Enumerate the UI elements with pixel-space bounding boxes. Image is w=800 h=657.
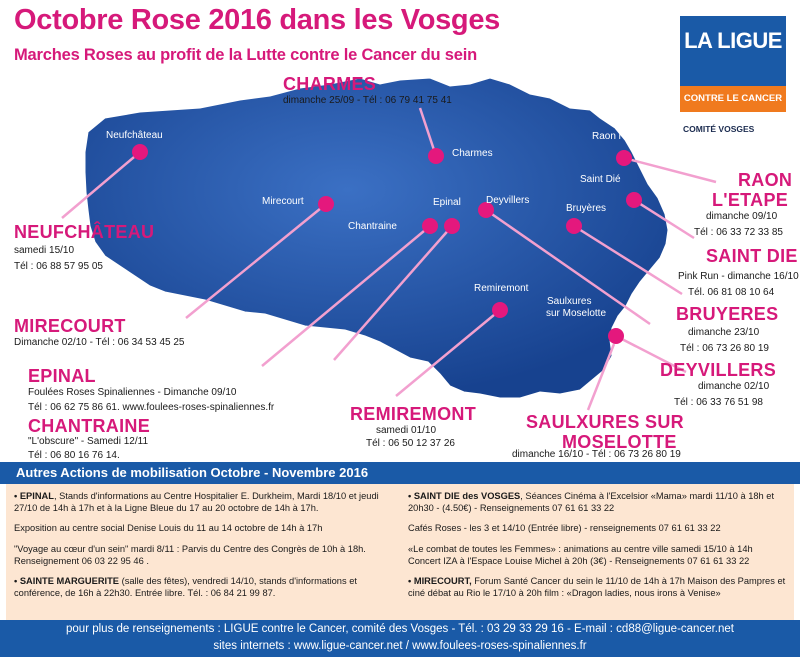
action-item [14,575,390,599]
event-bruyeres-info-2: Tél : 06 73 26 80 19 [680,343,769,354]
page-title: Octobre Rose 2016 dans les Vosges [14,4,501,36]
event-deyvillers-name: DEYVILLERS [660,360,777,380]
action-item [408,543,786,567]
marker-remiremont [492,302,508,318]
event-epinal-info-1: Foulées Roses Spinaliennes - Dimanche 09/10 [28,387,237,398]
footer-websites: sites internets : www.ligue-cancer.net / www.foulees-roses-spinaliennes.fr [213,640,587,652]
town-label-chantraine: Chantraine [348,221,397,232]
town-label-neufchateau: Neufchâteau [106,130,163,141]
page-subtitle: Marches Roses au profit de la Lutte contre le Cancer du sein [14,46,477,64]
event-remiremont-info-2: Tél : 06 50 12 37 26 [366,438,455,449]
town-label-remiremont: Remiremont [474,283,529,294]
town-label-bruyeres: Bruyères [566,203,607,214]
event-raon-info-1: dimanche 09/10 [706,211,778,222]
action-item-text: (salle des fêtes), vendredi 14/10, stands d'informations et conférence, de 16h à 22h30. Entrée libre. Tél. : 06 84 21 99 87. [14,576,357,599]
action-item [14,522,390,534]
event-neufchateau-info-2: Tél : 06 88 57 95 05 [14,261,103,272]
town-label-mirecourt: Mirecourt [262,196,304,207]
other-actions-panel [0,462,800,656]
event-bruyeres-name: BRUYERES [676,304,779,324]
action-item-text: Cafés Roses - les 3 et 14/10 (Entrée libre) - renseignements 07 61 61 33 22 [408,523,721,534]
town-label-raon: Raon l'étape [592,131,648,142]
town-label-saulxures-2: sur Moselotte [546,308,607,319]
event-chantraine-name: CHANTRAINE [28,416,150,436]
town-label-epinal: Epinal [433,197,461,208]
marker-mirecourt [318,196,334,212]
footer-contact: pour plus de renseignements : LIGUE contre le Cancer, comité des Vosges - Tél. : 03 29 33 29 16 - E-mail : cd88@ligue-cancer.net [66,623,734,635]
event-charmes-name: CHARMES [283,74,377,94]
action-item [14,490,390,514]
other-actions-box [6,484,794,620]
event-saint-die-name: SAINT DIE [706,246,798,266]
event-raon-name-1: RAON [738,170,793,190]
action-item [14,543,390,567]
other-actions-heading: Autres Actions de mobilisation Octobre - Novembre 2016 [0,462,800,484]
marker-raon [616,150,632,166]
town-label-deyvillers: Deyvillers [486,195,530,206]
event-charmes-info: dimanche 25/09 - Tél : 06 79 41 75 41 [283,95,452,106]
event-raon-info-2: Tél : 06 33 72 33 85 [694,227,783,238]
action-item-text: Forum Santé Cancer du sein le 11/10 de 14h à 17h Maison des Pampres et ciné débat au Rio le 17/10 à 20h film : «Dragon ladies, nous irons à Venise» [408,576,786,599]
town-label-saint-die: Saint Dié [580,174,621,185]
event-chantraine-info-1: "L'obscure" - Samedi 12/11 [28,436,148,447]
marker-chantraine [422,218,438,234]
marker-epinal [444,218,460,234]
town-label-charmes: Charmes [452,148,493,159]
event-bruyeres-info-1: dimanche 23/10 [688,327,760,338]
marker-charmes [428,148,444,164]
footer [0,620,800,657]
other-actions-left [14,490,390,607]
other-actions-right [408,490,786,607]
event-mirecourt-info: Dimanche 02/10 - Tél : 06 34 53 45 25 [14,337,185,348]
action-item-text: "Voyage au cœur d'un sein" mardi 8/11 : Parvis du Centre des Congrès de 10h à 18h. Renseignement 06 03 22 95 46 . [14,543,366,566]
marker-saulxures [608,328,624,344]
action-item-text: «Le combat de toutes les Femmes» : animations au centre ville samedi 15/10 à 14h Concert IZA à l'Espace Louise Michel à 20h (3€) - Renseignements 07 61 61 33 22 [408,543,753,566]
action-item-place: • SAINT DIE des VOSGES [408,491,521,501]
action-item-text: , Séances Cinéma à l'Excelsior «Mama» mardi 11/10 à 18h et 20h30 - (4.50€) - Renseignements 07 61 61 33 22 [408,491,775,514]
event-saulxures-name-1: SAULXURES SUR [526,412,684,432]
event-deyvillers-info-1: dimanche 02/10 [698,381,770,392]
action-item [408,575,786,599]
event-remiremont-name: REMIREMONT [350,404,476,424]
event-saulxures-name-2: MOSELOTTE [562,432,677,452]
event-epinal-info-2: Tél : 06 62 75 86 61. www.foulees-roses-spinaliennes.fr [28,402,275,413]
action-item-text: Exposition au centre social Denise Louis du 11 au 14 octobre de 14h à 17h [14,523,323,534]
action-item [408,522,786,534]
event-deyvillers-info-2: Tél : 06 33 76 51 98 [674,397,763,408]
action-item-place: • MIRECOURT, [408,576,472,587]
event-mirecourt-name: MIRECOURT [14,316,126,336]
action-item [408,490,786,514]
event-saint-die-info-2: Tél. 06 81 08 10 64 [688,287,775,298]
marker-neufchateau [132,144,148,160]
logo-name: LA LIGUE [684,28,782,53]
marker-bruyeres [566,218,582,234]
marker-saint-die [626,192,642,208]
event-chantraine-info-2: Tél : 06 80 16 76 14. [28,450,120,461]
logo-committee: COMITÉ VOSGES [683,124,755,134]
department-shape [85,78,668,398]
event-raon-name-2: L'ETAPE [712,190,789,210]
event-saulxures-info: dimanche 16/10 - Tél : 06 73 26 80 19 [512,449,681,460]
event-saint-die-info-1: Pink Run - dimanche 16/10 [678,271,799,282]
action-item-place: • SAINTE MARGUERITE [14,576,120,587]
event-neufchateau-name: NEUFCHÂTEAU [14,222,155,242]
event-neufchateau-info-1: samedi 15/10 [14,245,75,256]
town-label-saulxures-1: Saulxures [547,296,592,307]
action-item-place: • EPINAL [14,491,54,501]
action-item-text: , Stands d'informations au Centre Hospitalier E. Durkheim, Mardi 18/10 et jeudi 27/10 de 14h à 17h et à la Ligne Bleue du 17 au 20 octobre de 14h à 17h. [14,491,379,514]
event-epinal-name: EPINAL [28,366,96,386]
event-remiremont-info-1: samedi 01/10 [376,425,437,436]
logo-tagline: CONTRE LE CANCER [680,86,786,112]
